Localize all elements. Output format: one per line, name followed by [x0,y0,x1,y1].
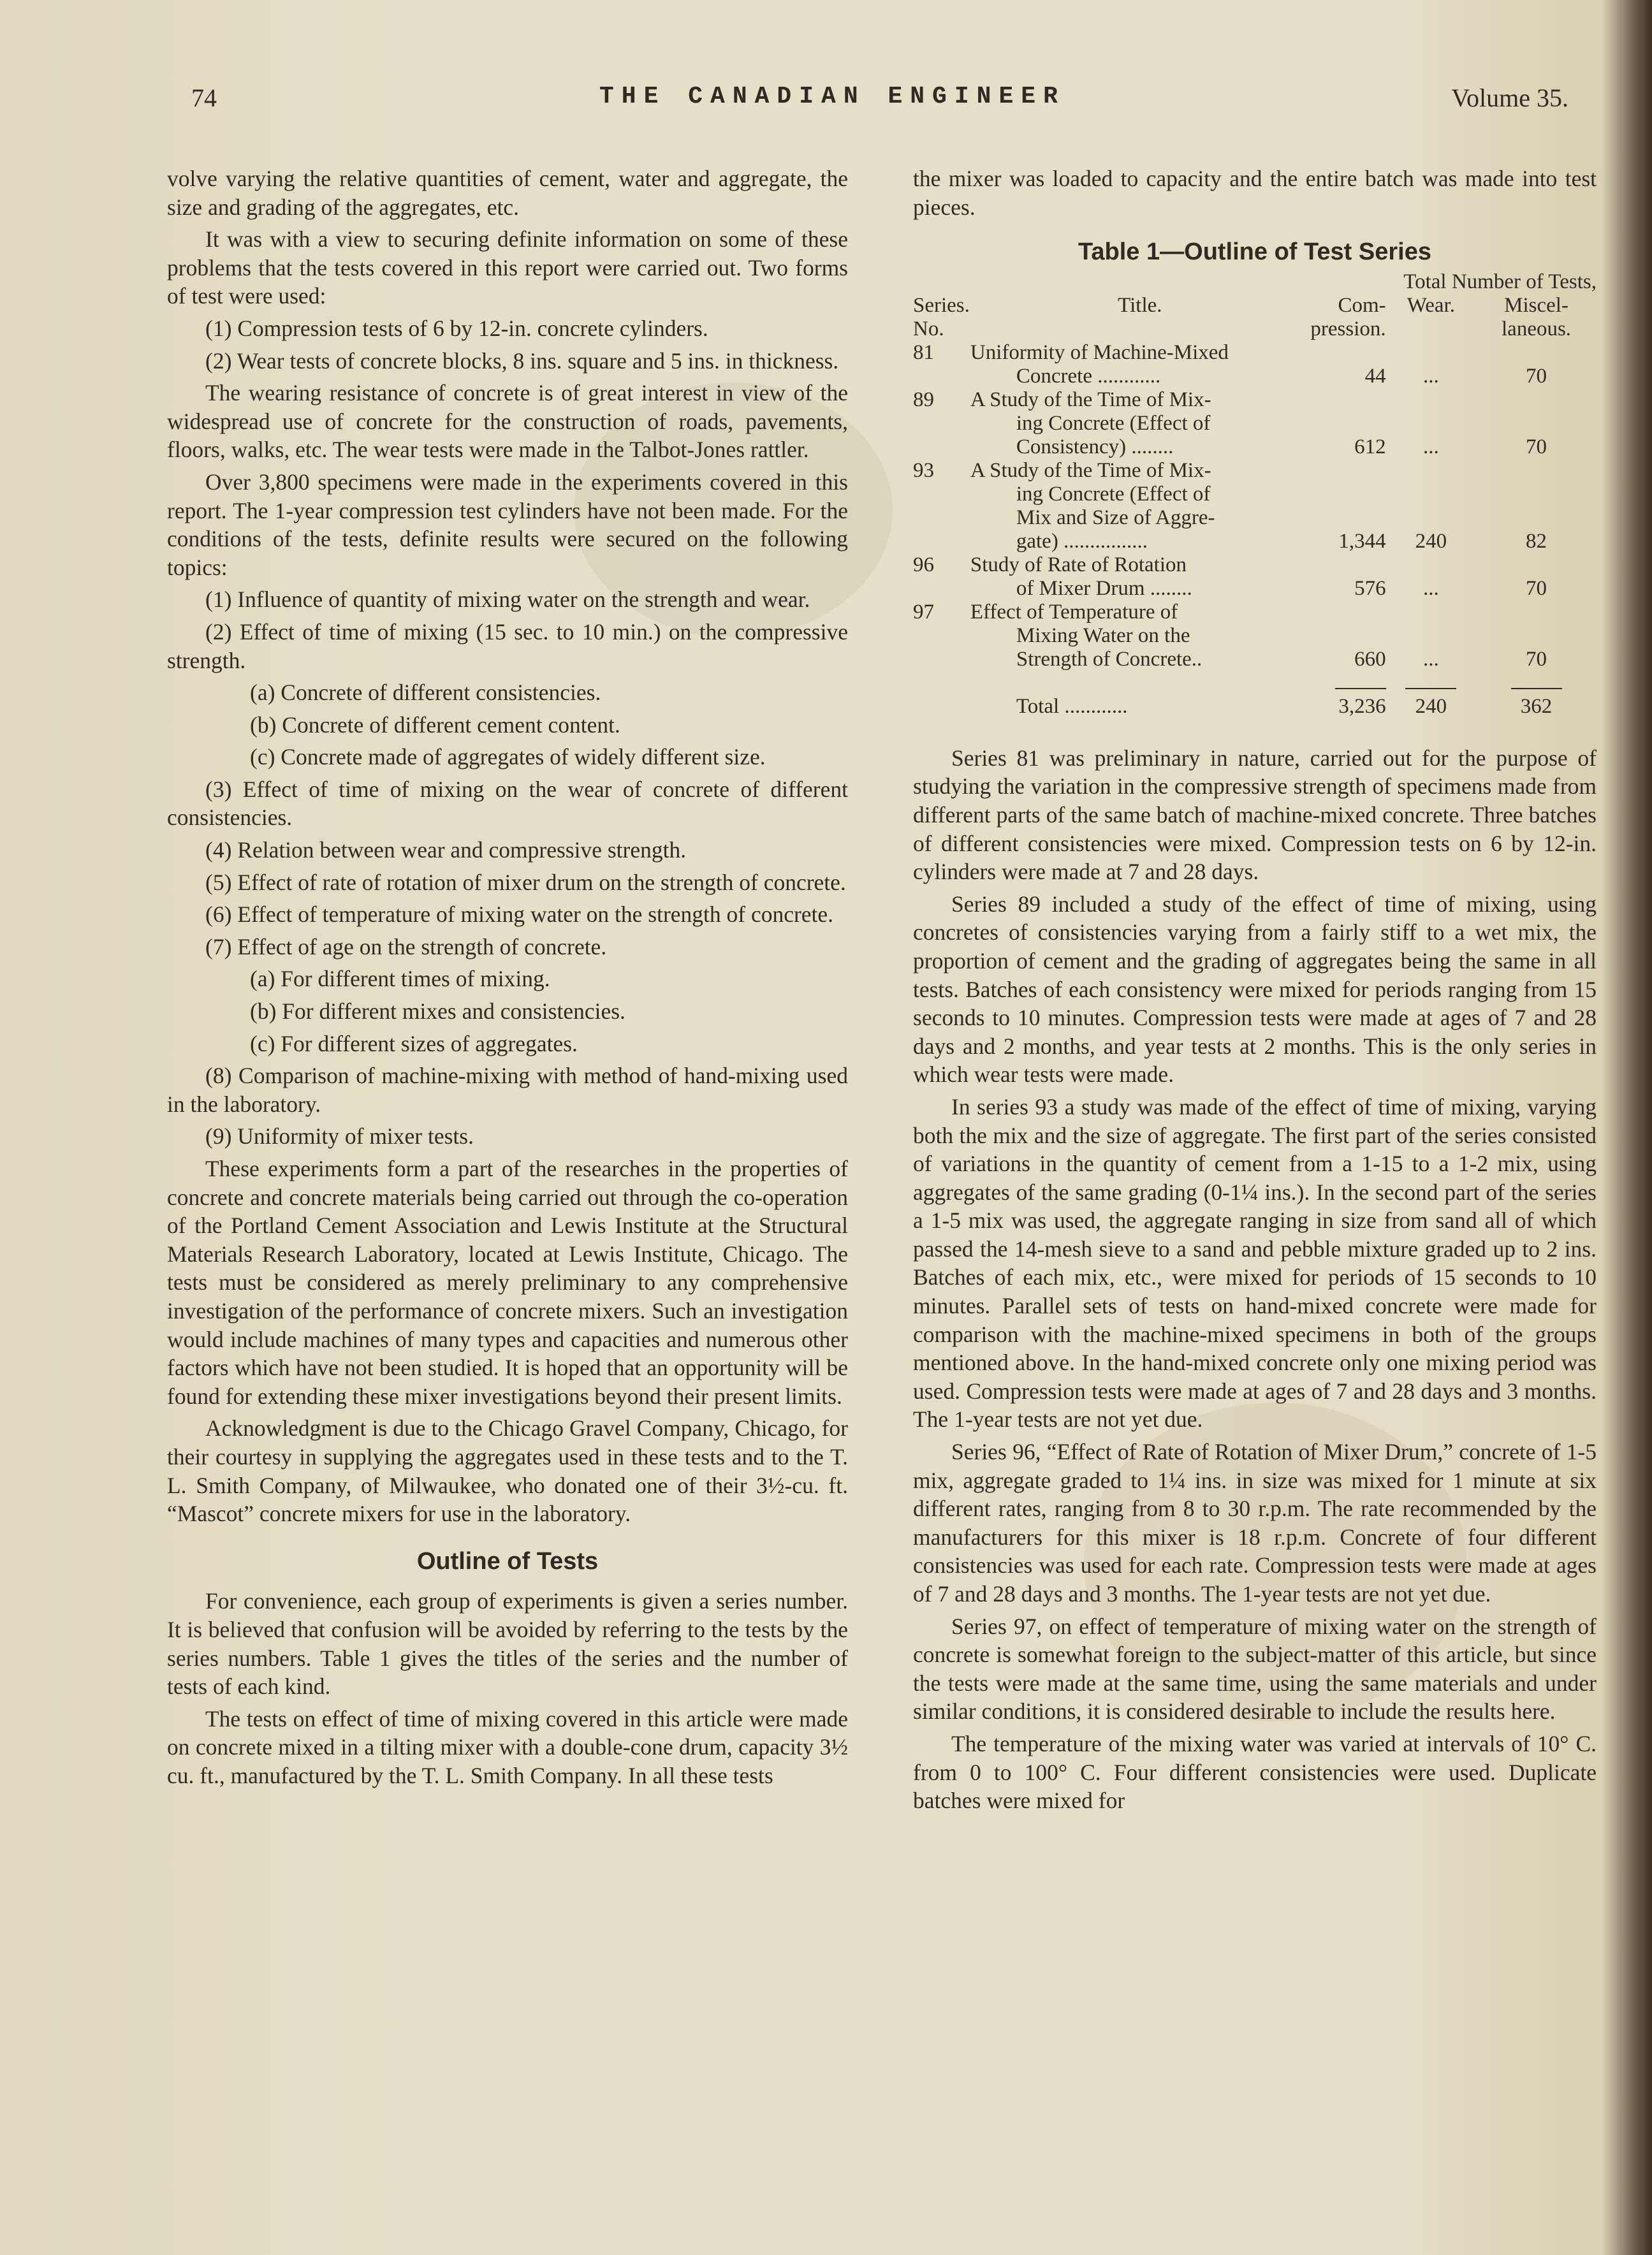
series-number: 97 [913,600,934,624]
wear-count: ... [1422,364,1439,388]
wear-count: ... [1422,647,1439,671]
paragraph: the mixer was loaded to capacity and the entire batch was made into test pieces. [913,166,1597,220]
section-heading: Outline of Tests [416,1547,599,1575]
series-number: 96 [913,553,934,576]
page-number: 74 [191,84,217,112]
column-header: Title. [1118,293,1162,317]
volume-label: Volume 35. [1451,84,1568,112]
list-item: (5) Effect of rate of rotation of mixer drum on the strength of concrete. [205,869,846,895]
total-misc: 362 [1520,694,1553,718]
table-row [913,601,1597,624]
compression-count: 612 [1354,435,1386,458]
paragraph: The wearing resistance of concrete is of great interest in view of the widespread use of concrete for the construction of roads, pavements, floors, walks, etc. The wear tests were made in the Talbot-Jones rattler. [167,380,848,463]
wear-count: ... [1422,435,1439,458]
sub-list-item: (c) Concrete made of aggregates of widely different size. [250,744,766,770]
series-number: 81 [913,340,934,364]
series-title: Study of Rate of Rotation [970,553,1187,576]
table-row [913,459,1597,483]
series-title: Strength of Concrete.. [1016,647,1202,671]
wear-count: ... [1422,576,1439,600]
paragraph: volve varying the relative quantities of cement, water and aggregate, the size and grading of the aggregates, etc. [167,166,848,220]
table-row [913,412,1597,435]
list-item: (9) Uniformity of mixer tests. [205,1123,474,1149]
compression-count: 576 [1354,576,1386,600]
series-title: Effect of Temperature of [970,600,1178,624]
sub-list-item: (c) For different sizes of aggregates. [250,1030,578,1056]
paragraph: Series 97, on effect of temperature of mixing water on the strength of concrete is somewhat foreign to the subject-matter of this article, but since the tests were made at the same time, using the same materials and under similar conditions, it is considered desirable to include the results here. [913,1613,1597,1725]
series-title: Uniformity of Machine-Mixed [970,340,1229,364]
list-item: (1) Influence of quantity of mixing water on the strength and wear. [205,587,810,613]
table-row [913,388,1597,412]
table-row [913,483,1597,506]
compression-count: 660 [1354,647,1386,671]
table-rule-row [913,671,1597,695]
series-title: Consistency) ........ [1016,435,1174,458]
table-row [913,648,1597,671]
list-item: (4) Relation between wear and compressive strength. [205,837,687,863]
list-item: (6) Effect of temperature of mixing water on the strength of concrete. [205,901,834,928]
paragraph: Acknowledgment is due to the Chicago Gravel Company, Chicago, for their courtesy in supplying the aggregates used in these tests and to the T. L. Smith Company, of Milwaukee, who donated one of their 3½-cu. ft. “Mascot” concrete mixers for use in the laboratory. [167,1415,848,1527]
journal-title: THE CANADIAN ENGINEER [599,83,1065,110]
table-row [913,506,1597,530]
series-title: ing Concrete (Effect of [1016,482,1211,506]
paragraph: These experiments form a part of the researches in the properties of concrete and concrete materials being carried out through the co-operation of the Portland Cement Association and Lewis Institute at the Structural Materials Research Laboratory, located at Lewis Institute, Chicago. The tests must be considered as merely preliminary to any comprehensive investigation of the performance of concrete mixers. Such an investigation would include machines of many types and capacities and numerous other factors which have not been studied. It is hoped that an opportunity will be found for extending these mixer investigations beyond their present limits. [167,1156,848,1409]
compression-count: 1,344 [1338,529,1386,553]
table-row [913,365,1597,388]
misc-count: 70 [1526,364,1547,388]
misc-count: 70 [1526,576,1547,600]
table-row [913,624,1597,648]
column-header: Com- pression. [1310,293,1386,340]
total-rule [1405,688,1456,689]
total-compression: 3,236 [1338,694,1386,718]
column-header: Series. No. [913,293,970,340]
series-title: gate) ................ [1016,529,1148,553]
series-title: A Study of the Time of Mix- [970,388,1211,411]
paragraph: It was with a view to securing definite information on some of these problems that the tests covered in this report were carried out. Two forms of test were used: [167,226,848,309]
wear-count: 240 [1415,529,1447,553]
misc-count: 70 [1526,647,1547,671]
table-row [913,553,1597,577]
list-item: (2) Wear tests of concrete blocks, 8 ins. square and 5 ins. in thickness. [205,347,839,374]
total-rule [1335,688,1386,689]
misc-count: 70 [1526,435,1547,458]
paragraph: In series 93 a study was made of the effect of time of mixing, varying both the mix and the size of aggregate. The first part of the series consisted of variations in the quantity of cement from a 1-15 to a 1-2 mix, using aggregates of the same grading (0-1¼ ins.). In the second part of the series a 1-5 mix was used, the aggregate ranging in size from sand all of which passed the 14-mesh sieve to a sand and pebble mixture graded up to 2 ins. Batches of each mix, etc., were mixed for periods of 15 seconds to 10 minutes. Parallel sets of tests on hand-mixed concrete were made for comparison with the machine-mixed specimens in both of the groups mentioned above. In the hand-mixed concrete only one mixing period was used. Compression tests were made at ages of 7 and 28 days and 3 months. The 1-year tests are not yet due. [913,1093,1597,1433]
series-title: ing Concrete (Effect of [1016,411,1211,435]
paragraph: The temperature of the mixing water was varied at intervals of 10° C. from 0 to 100° C. Four different consistencies were used. Duplicate batches were mixed for [913,1730,1597,1814]
sub-list-item: (a) Concrete of different consistencies. [250,680,601,706]
sub-list-item: (a) For different times of mixing. [250,966,550,992]
compression-count: 44 [1364,364,1386,388]
series-title: Mix and Size of Aggre- [1016,506,1215,529]
right-column [913,164,1597,1819]
paragraph: Series 96, “Effect of Rate of Rotation of Mixer Drum,” concrete of 1-5 mix, aggregate graded to 1¼ ins. in size was mixed for 1 minute at six different rates, ranging from 8 to 30 r.p.m. The rate recommended by the manufacturers for this mixer is 18 r.p.m. Concrete of four different consistencies was used for each rate. Compression tests were made at ages of 7 and 28 days and 3 months. The 1-year tests are not yet due. [913,1439,1597,1607]
series-number: 93 [913,458,934,482]
table-row [913,577,1597,601]
column-header: Miscel- laneous. [1502,293,1572,340]
table-row [913,435,1597,459]
list-item: (8) Comparison of machine-mixing with method of hand-mixing used in the laboratory. [167,1063,848,1117]
misc-count: 82 [1526,529,1547,553]
table-row [913,341,1597,365]
series-title: of Mixer Drum ........ [1016,576,1192,600]
list-item: (7) Effect of age on the strength of concrete. [205,933,607,960]
sub-list-item: (b) Concrete of different cement content. [250,712,620,738]
list-item: (3) Effect of time of mixing on the wear of concrete of different consistencies. [167,776,848,831]
table-total-row [913,695,1597,719]
paragraph: Series 89 included a study of the effect of time of mixing, using concretes of consistencies varying from a fairly stiff to a wet mix, the proportion of cement and the grading of aggregates being the same in all tests. Batches of each consistency were mixed for periods ranging from 15 seconds to 10 minutes. Compression tests were made at ages of 7 and 28 days and 2 months, and year tests at 2 months. This is the only series in which wear tests were made. [913,891,1597,1088]
column-header: Wear. [1407,293,1455,317]
paragraph: For convenience, each group of experiments is given a series number. It is believed that confusion will be avoided by referring to the tests by the series numbers. Table 1 gives the titles of the series and the number of tests of each kind. [167,1588,848,1700]
paragraph: Over 3,800 specimens were made in the experiments covered in this report. The 1-year compression test cylinders have not been made. For the conditions of the tests, definite results were secured on the following topics: [167,469,848,580]
table-row [913,530,1597,553]
series-number: 89 [913,388,934,411]
series-title: Concrete ............ [1016,364,1161,388]
paragraph: Series 81 was preliminary in nature, carried out for the purpose of studying the variation in the compressive strength of specimens made from different parts of the same batch of machine-mixed concrete. Three batches of different consistencies were mixed. Compression tests on 6 by 12-in. cylinders were made at 7 and 28 days. [913,745,1597,885]
series-table [913,270,1597,719]
paragraph: The tests on effect of time of mixing covered in this article were made on concrete mixed in a tilting mixer with a double-cone drum, capacity 3½ cu. ft., manufactured by the T. L. Smith Company. In all these tests [167,1705,848,1788]
series-title: Mixing Water on the [1016,624,1190,647]
list-item: (2) Effect of time of mixing (15 sec. to 10 min.) on the compressive strength. [167,618,848,673]
table-title: Table 1—Outline of Test Series [1078,238,1431,266]
total-wear: 240 [1415,694,1447,718]
table-group-header: Total Number of Tests, [1403,270,1597,293]
page-header [191,83,1568,134]
list-item: (1) Compression tests of 6 by 12-in. concrete cylinders. [205,315,708,341]
series-title: A Study of the Time of Mix- [970,458,1211,482]
total-rule [1511,688,1562,689]
sub-list-item: (b) For different mixes and consistencies. [250,998,625,1025]
left-column [167,164,848,1793]
total-label: Total ............ [1016,694,1128,718]
